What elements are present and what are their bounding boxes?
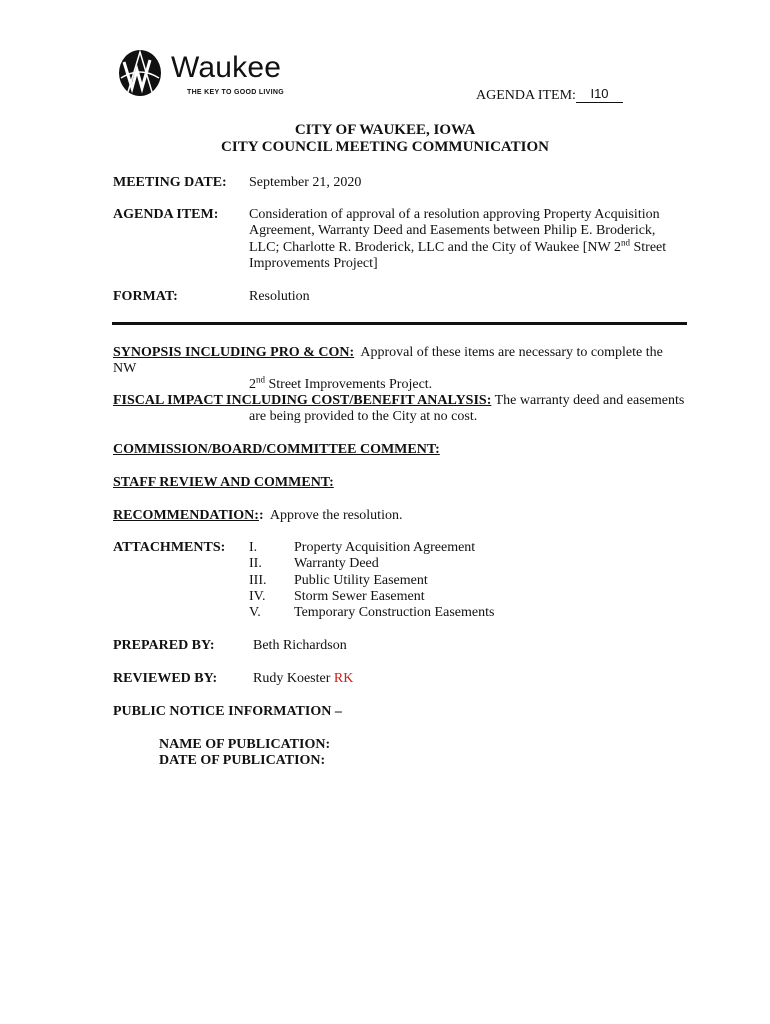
reviewed-by-line: [253, 671, 353, 687]
agenda-item-number: I10: [576, 86, 623, 103]
agenda-item-line: LLC; Charlotte R. Broderick, LLC and the City of Waukee [NW 2nd Street: [249, 237, 667, 255]
attachment-item: Public Utility Easement: [294, 573, 428, 588]
synopsis-label: SYNOPSIS INCLUDING PRO & CON:: [113, 345, 355, 360]
fiscal-text-cont: are being provided to the City at no cost.: [249, 409, 478, 424]
fiscal-section: [113, 393, 688, 425]
fiscal-text: The warranty deed and easements: [494, 393, 685, 408]
attachment-number: I.: [249, 540, 258, 555]
prepared-by-label: PREPARED BY:: [113, 638, 215, 653]
format-value: Resolution: [249, 289, 310, 304]
reviewer-initials: RK: [333, 671, 354, 686]
reviewed-by-label: REVIEWED BY:: [113, 671, 218, 686]
publication-date-label: DATE OF PUBLICATION:: [159, 753, 326, 768]
attachment-number: III.: [249, 573, 267, 588]
attachment-number: V.: [249, 605, 261, 620]
waukee-logo-icon: [118, 48, 164, 98]
agenda-item-line: Improvements Project]: [249, 256, 378, 271]
publication-name-label: NAME OF PUBLICATION:: [159, 737, 331, 752]
attachments-label: ATTACHMENTS:: [113, 540, 226, 555]
agenda-item-line: Consideration of approval of a resolution approving Property Acquisition: [249, 207, 660, 222]
logo-tagline: THE KEY TO GOOD LIVING: [187, 89, 284, 96]
agenda-item-label: AGENDA ITEM:: [113, 207, 219, 222]
attachment-number: IV.: [249, 589, 266, 604]
attachment-item: Storm Sewer Easement: [294, 589, 425, 604]
attachment-item: Warranty Deed: [294, 556, 379, 571]
format-label: FORMAT:: [113, 289, 178, 304]
agenda-item-line: Agreement, Warranty Deed and Easements between Philip E. Broderick,: [249, 223, 656, 238]
attachment-item: Temporary Construction Easements: [294, 605, 495, 620]
public-notice-label: PUBLIC NOTICE INFORMATION –: [113, 704, 342, 719]
recommendation-text: Approve the resolution.: [269, 508, 403, 523]
synopsis-text-cont: 2nd Street Improvements Project.: [249, 374, 433, 392]
city-heading: CITY OF WAUKEE, IOWA: [294, 122, 476, 138]
section-divider: [112, 322, 687, 325]
staff-review-label: STAFF REVIEW AND COMMENT:: [113, 475, 334, 490]
recommendation-section: RECOMMENDATION:: Approve the resolution.: [113, 508, 403, 523]
attachment-item: Property Acquisition Agreement: [294, 540, 476, 555]
meeting-date-label: MEETING DATE:: [113, 175, 227, 190]
agenda-item-top-label: AGENDA ITEM:: [476, 88, 576, 103]
fiscal-label: FISCAL IMPACT INCLUDING COST/BENEFIT ANALYSIS:: [113, 393, 492, 408]
reviewed-by-value: Rudy Koester: [253, 671, 331, 686]
recommendation-label: RECOMMENDATION:: [113, 508, 259, 523]
synopsis-text: Approval of these items are necessary to complete the NW: [113, 345, 663, 376]
synopsis-section: [113, 345, 688, 393]
logo-wordmark: Waukee: [171, 51, 282, 84]
communication-heading: CITY COUNCIL MEETING COMMUNICATION: [221, 139, 549, 155]
commission-label: COMMISSION/BOARD/COMMITTEE COMMENT:: [113, 442, 440, 457]
meeting-date-value: September 21, 2020: [249, 175, 362, 190]
prepared-by-value: Beth Richardson: [253, 638, 347, 653]
attachment-number: II.: [249, 556, 262, 571]
